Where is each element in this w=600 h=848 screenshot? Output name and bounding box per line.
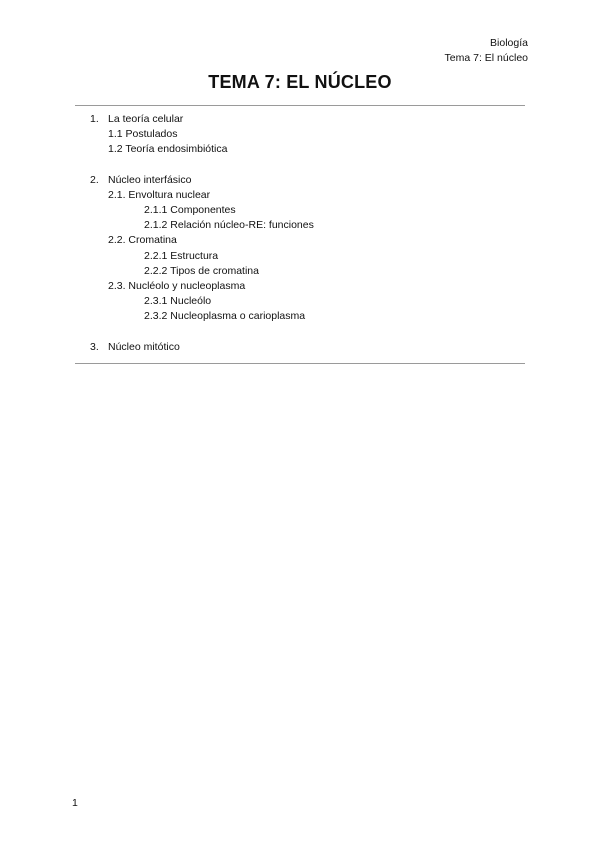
- toc-item-2-2-1: 2.2.1 Estructura: [144, 250, 219, 262]
- toc-section-3: [90, 340, 180, 354]
- toc-item-2-1-2: 2.1.2 Relación núcleo-RE: funciones: [144, 219, 314, 231]
- toc-subsection-2-1: 2.1. Envoltura nuclear: [108, 189, 211, 201]
- header-topic: Tema 7: El núcleo: [444, 52, 528, 64]
- page-number: 1: [72, 797, 78, 809]
- page-title: TEMA 7: EL NÚCLEO: [208, 72, 392, 92]
- toc-section-1: [90, 112, 183, 126]
- toc-item-2-2-2: 2.2.2 Tipos de cromatina: [144, 265, 259, 277]
- page-header: [445, 36, 528, 66]
- toc-section-1-number: 1.: [90, 113, 99, 125]
- header-subject: Biología: [490, 37, 528, 49]
- toc-item-2-1-1: 2.1.1 Componentes: [144, 204, 236, 216]
- toc-item-2-3-2: 2.3.2 Nucleoplasma o carioplasma: [144, 310, 306, 322]
- toc-subsection-2-3: 2.3. Nucléolo y nucleoplasma: [108, 280, 246, 292]
- bottom-divider: [75, 363, 525, 364]
- toc-section-3-label: Núcleo mitótico: [108, 341, 180, 353]
- toc-subsection-2-2: 2.2. Cromatina: [108, 234, 177, 246]
- toc-section-1-label: La teoría celular: [108, 113, 184, 125]
- top-divider: [75, 105, 525, 106]
- toc-section-2-label: Núcleo interfásico: [108, 174, 192, 186]
- toc-section-3-number: 3.: [90, 341, 99, 353]
- toc-section-2-number: 2.: [90, 174, 99, 186]
- toc-section-2: [90, 173, 191, 187]
- toc-item-2-3-1: 2.3.1 Nucleólo: [144, 295, 212, 307]
- toc-item-1-2: 1.2 Teoría endosimbiótica: [108, 143, 228, 155]
- toc-item-1-1: 1.1 Postulados: [108, 128, 178, 140]
